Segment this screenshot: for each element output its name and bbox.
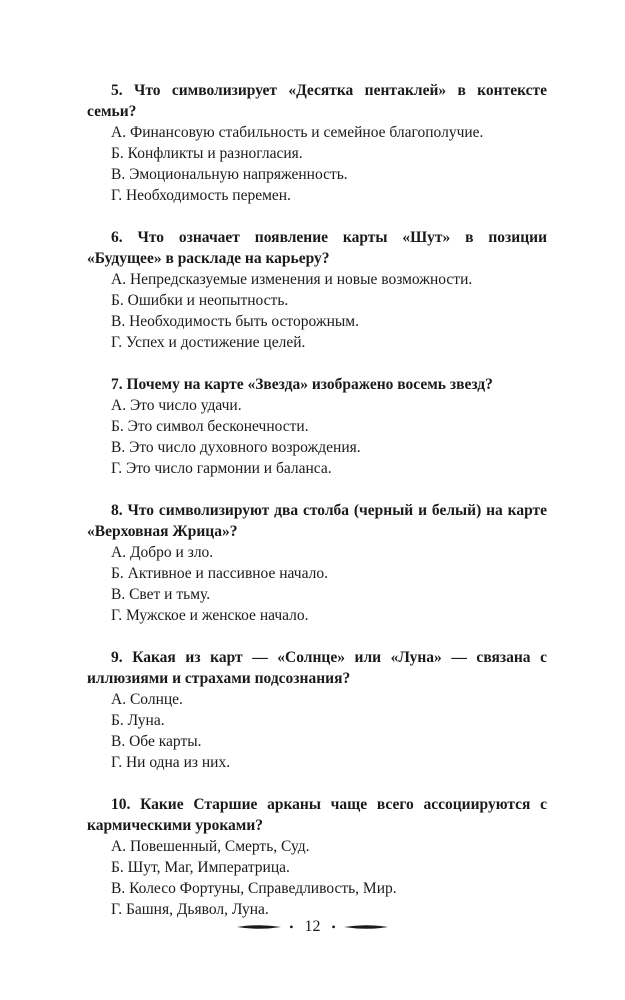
option-item: Г. Это число гармонии и баланса. (111, 460, 332, 477)
options-list (87, 395, 547, 479)
option-item: Б. Ошибки и неопытность. (111, 292, 289, 309)
option-item: А. Добро и зло. (111, 544, 214, 561)
footer-dot: • (289, 920, 294, 934)
options-list (87, 269, 547, 353)
quiz-page (87, 80, 547, 941)
option-item: Б. Луна. (111, 712, 165, 729)
option-item: А. Непредсказуемые изменения и новые возможности. (111, 271, 473, 288)
page-number: 12 (304, 918, 321, 935)
question-text: 6. Что означает появление карты «Шут» в позиции «Будущее» в раскладе на карьеру? (87, 229, 547, 267)
options-list (87, 836, 547, 920)
option-item: Б. Конфликты и разногласия. (111, 145, 303, 162)
question-text: 5. Что символизирует «Десятка пентаклей» в контексте семьи? (87, 82, 547, 120)
question-text: 8. Что символизируют два столба (черный и белый) на карте «Верховная Жрица»? (87, 502, 547, 540)
options-list (87, 689, 547, 773)
question-block (87, 647, 547, 773)
option-item: В. Колесо Фортуны, Справедливость, Мир. (111, 880, 397, 897)
option-item: А. Повешенный, Смерть, Суд. (111, 838, 310, 855)
option-item: А. Это число удачи. (111, 397, 242, 414)
question-block (87, 80, 547, 206)
option-item: Г. Башня, Дьявол, Луна. (111, 901, 269, 918)
question-text: 9. Какая из карт — «Солнце» или «Луна» — связана с иллюзиями и страхами подсознания? (87, 649, 547, 687)
option-item: Г. Успех и достижение целей. (111, 334, 306, 351)
options-list (87, 542, 547, 626)
question-block (87, 374, 547, 479)
question-block (87, 794, 547, 920)
option-item: Г. Мужское и женское начало. (111, 607, 309, 624)
question-block (87, 227, 547, 353)
question-block (87, 500, 547, 626)
option-item: Г. Ни одна из них. (111, 754, 231, 771)
option-item: Б. Шут, Маг, Императрица. (111, 859, 290, 876)
option-item: А. Солнце. (111, 691, 183, 708)
option-item: В. Эмоциональную напряженность. (111, 166, 348, 183)
options-list (87, 122, 547, 206)
page-footer (0, 918, 625, 936)
option-item: В. Свет и тьму. (111, 586, 211, 603)
option-item: В. Это число духовного возрождения. (111, 439, 361, 456)
ornament-left-icon (237, 922, 281, 932)
option-item: Г. Необходимость перемен. (111, 187, 291, 204)
option-item: Б. Это символ бесконечности. (111, 418, 309, 435)
question-text: 7. Почему на карте «Звезда» изображено восемь звезд? (111, 376, 493, 393)
ornament-right-icon (344, 922, 388, 932)
option-item: А. Финансовую стабильность и семейное благополучие. (111, 124, 484, 141)
footer-dot: • (331, 920, 336, 934)
option-item: В. Обе карты. (111, 733, 202, 750)
question-text: 10. Какие Старшие арканы чаще всего ассоциируются с кармическими уроками? (87, 796, 547, 834)
option-item: В. Необходимость быть осторожным. (111, 313, 359, 330)
option-item: Б. Активное и пассивное начало. (111, 565, 328, 582)
